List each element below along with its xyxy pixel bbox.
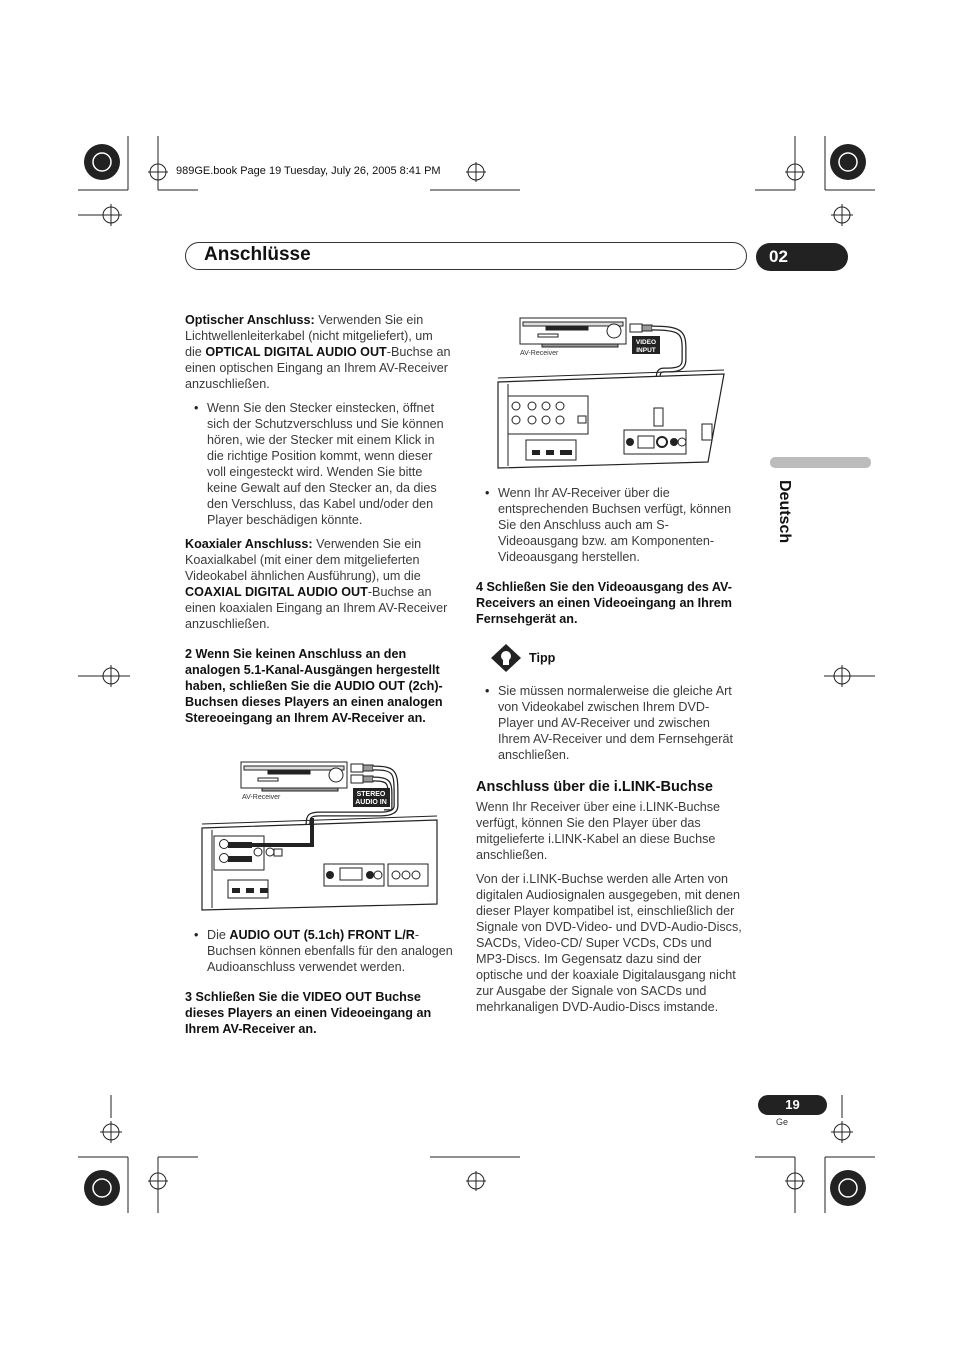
- front-lr-bullet: • Die AUDIO OUT (5.1ch) FRONT L/R-Buchsen können ebenfalls für den analogen Audioanschluss verwendet werden.: [185, 927, 453, 975]
- receiver-label: AV-Receiver: [242, 794, 281, 801]
- page-title: Anschlüsse: [204, 244, 311, 265]
- language-tab: [770, 457, 871, 468]
- page-language: Ge: [776, 1117, 789, 1127]
- left-column: [185, 312, 453, 734]
- coax-paragraph: Koaxialer Anschluss: Verwenden Sie ein Koaxialkabel (mit einer dem mitgelieferten Videokabel ähnlichen Ausführung), um die COAXIAL DIGITAL AUDIO OUT-Buchse an einen koaxialen Eingang an Ihrem AV-Receiver anzuschließen.: [185, 537, 448, 631]
- step-3: 3 Schließen Sie die VIDEO OUT Buchse dieses Players an einen Videoeingang an Ihrem AV-Receiver an.: [185, 990, 432, 1036]
- receiver-label-2: AV-Receiver: [520, 350, 559, 357]
- right-column: [476, 485, 744, 635]
- right-column-lower: [476, 683, 744, 1023]
- stereo-connection-diagram: [200, 758, 445, 914]
- video-connection-diagram: [484, 312, 729, 472]
- video-label-1: VIDEO: [635, 339, 657, 346]
- svideo-bullet: • Wenn Ihr AV-Receiver über die entsprechenden Buchsen verfügt, können Sie den Anschluss auch am S-Videoausgang bzw. am Komponenten-Videoausgang herstellen.: [476, 485, 744, 565]
- ilink-heading: Anschluss über die i.LINK-Buchse: [476, 779, 713, 795]
- tip-icon: [490, 643, 522, 678]
- video-label-2: INPUT: [636, 347, 656, 354]
- stereo-label-1: STEREO: [356, 791, 386, 798]
- left-column-lower: [185, 927, 453, 1045]
- tip-label: Tipp: [529, 651, 556, 665]
- ilink-paragraph-2: Von der i.LINK-Buchse werden alle Arten von digitalen Audiosignalen ausgegeben, mit denen dieser Player kompatibel ist, einschließlich der Signale von DVD-Video- und DVD-Audio-Discs, SACDs, Video-CD/ Super VCDs, CDs und MP3-Discs. Im Gegensatz dazu sind der optische und der koaxiale Digitalausgang nicht zur Ausgabe der Signale von SACDs und mehrkanaligen DVD-Audio-Discs imstande.: [476, 872, 742, 1014]
- print-line: 989GE.book Page 19 Tuesday, July 26, 2005 8:41 PM: [176, 165, 441, 177]
- tip-bullet: • Sie müssen normalerweise die gleiche Art von Videokabel zwischen Ihrem DVD-Player und AV-Receiver und zwischen Ihrem AV-Receiver und dem Fernsehgerät anschließen.: [476, 683, 744, 763]
- step-2: 2 Wenn Sie keinen Anschluss an den analogen 5.1-Kanal-Ausgängen hergestellt haben, schließen Sie die AUDIO OUT (2ch)-Buchsen dieses Players an einen analogen Stereoeingang an Ihrem AV-Receiver an.: [185, 647, 443, 725]
- page-number: 19: [758, 1095, 827, 1115]
- language-label: Deutsch: [776, 480, 793, 544]
- chapter-badge: 02: [756, 243, 848, 271]
- step-4: 4 Schließen Sie den Videoausgang des AV-Receivers an einen Videoeingang an Ihrem Fernsehgerät an.: [476, 580, 732, 626]
- optical-bullet: • Wenn Sie den Stecker einstecken, öffnet sich der Schutzverschluss und Sie können hören, wie der Stecker mit einem Klick in die richtige Position kommt, wenn dieser voll eingesteckt wird. Wenden Sie bitte keine Gewalt auf den Stecker an, da dies den Verschluss, das Kabel und/oder den Player beschädigen könnte.: [185, 400, 453, 528]
- optical-paragraph: Optischer Anschluss: Verwenden Sie ein Lichtwellenleiterkabel (nicht mitgeliefert), um die OPTICAL DIGITAL AUDIO OUT-Buchse an einen optischen Eingang an Ihrem AV-Receiver anzuschließen.: [185, 313, 451, 391]
- stereo-label-2: AUDIO IN: [355, 799, 387, 806]
- ilink-paragraph-1: Wenn Ihr Receiver über eine i.LINK-Buchse verfügt, können Sie den Player über das mitgelieferte i.LINK-Kabel an diese Buchse anschließen.: [476, 800, 721, 862]
